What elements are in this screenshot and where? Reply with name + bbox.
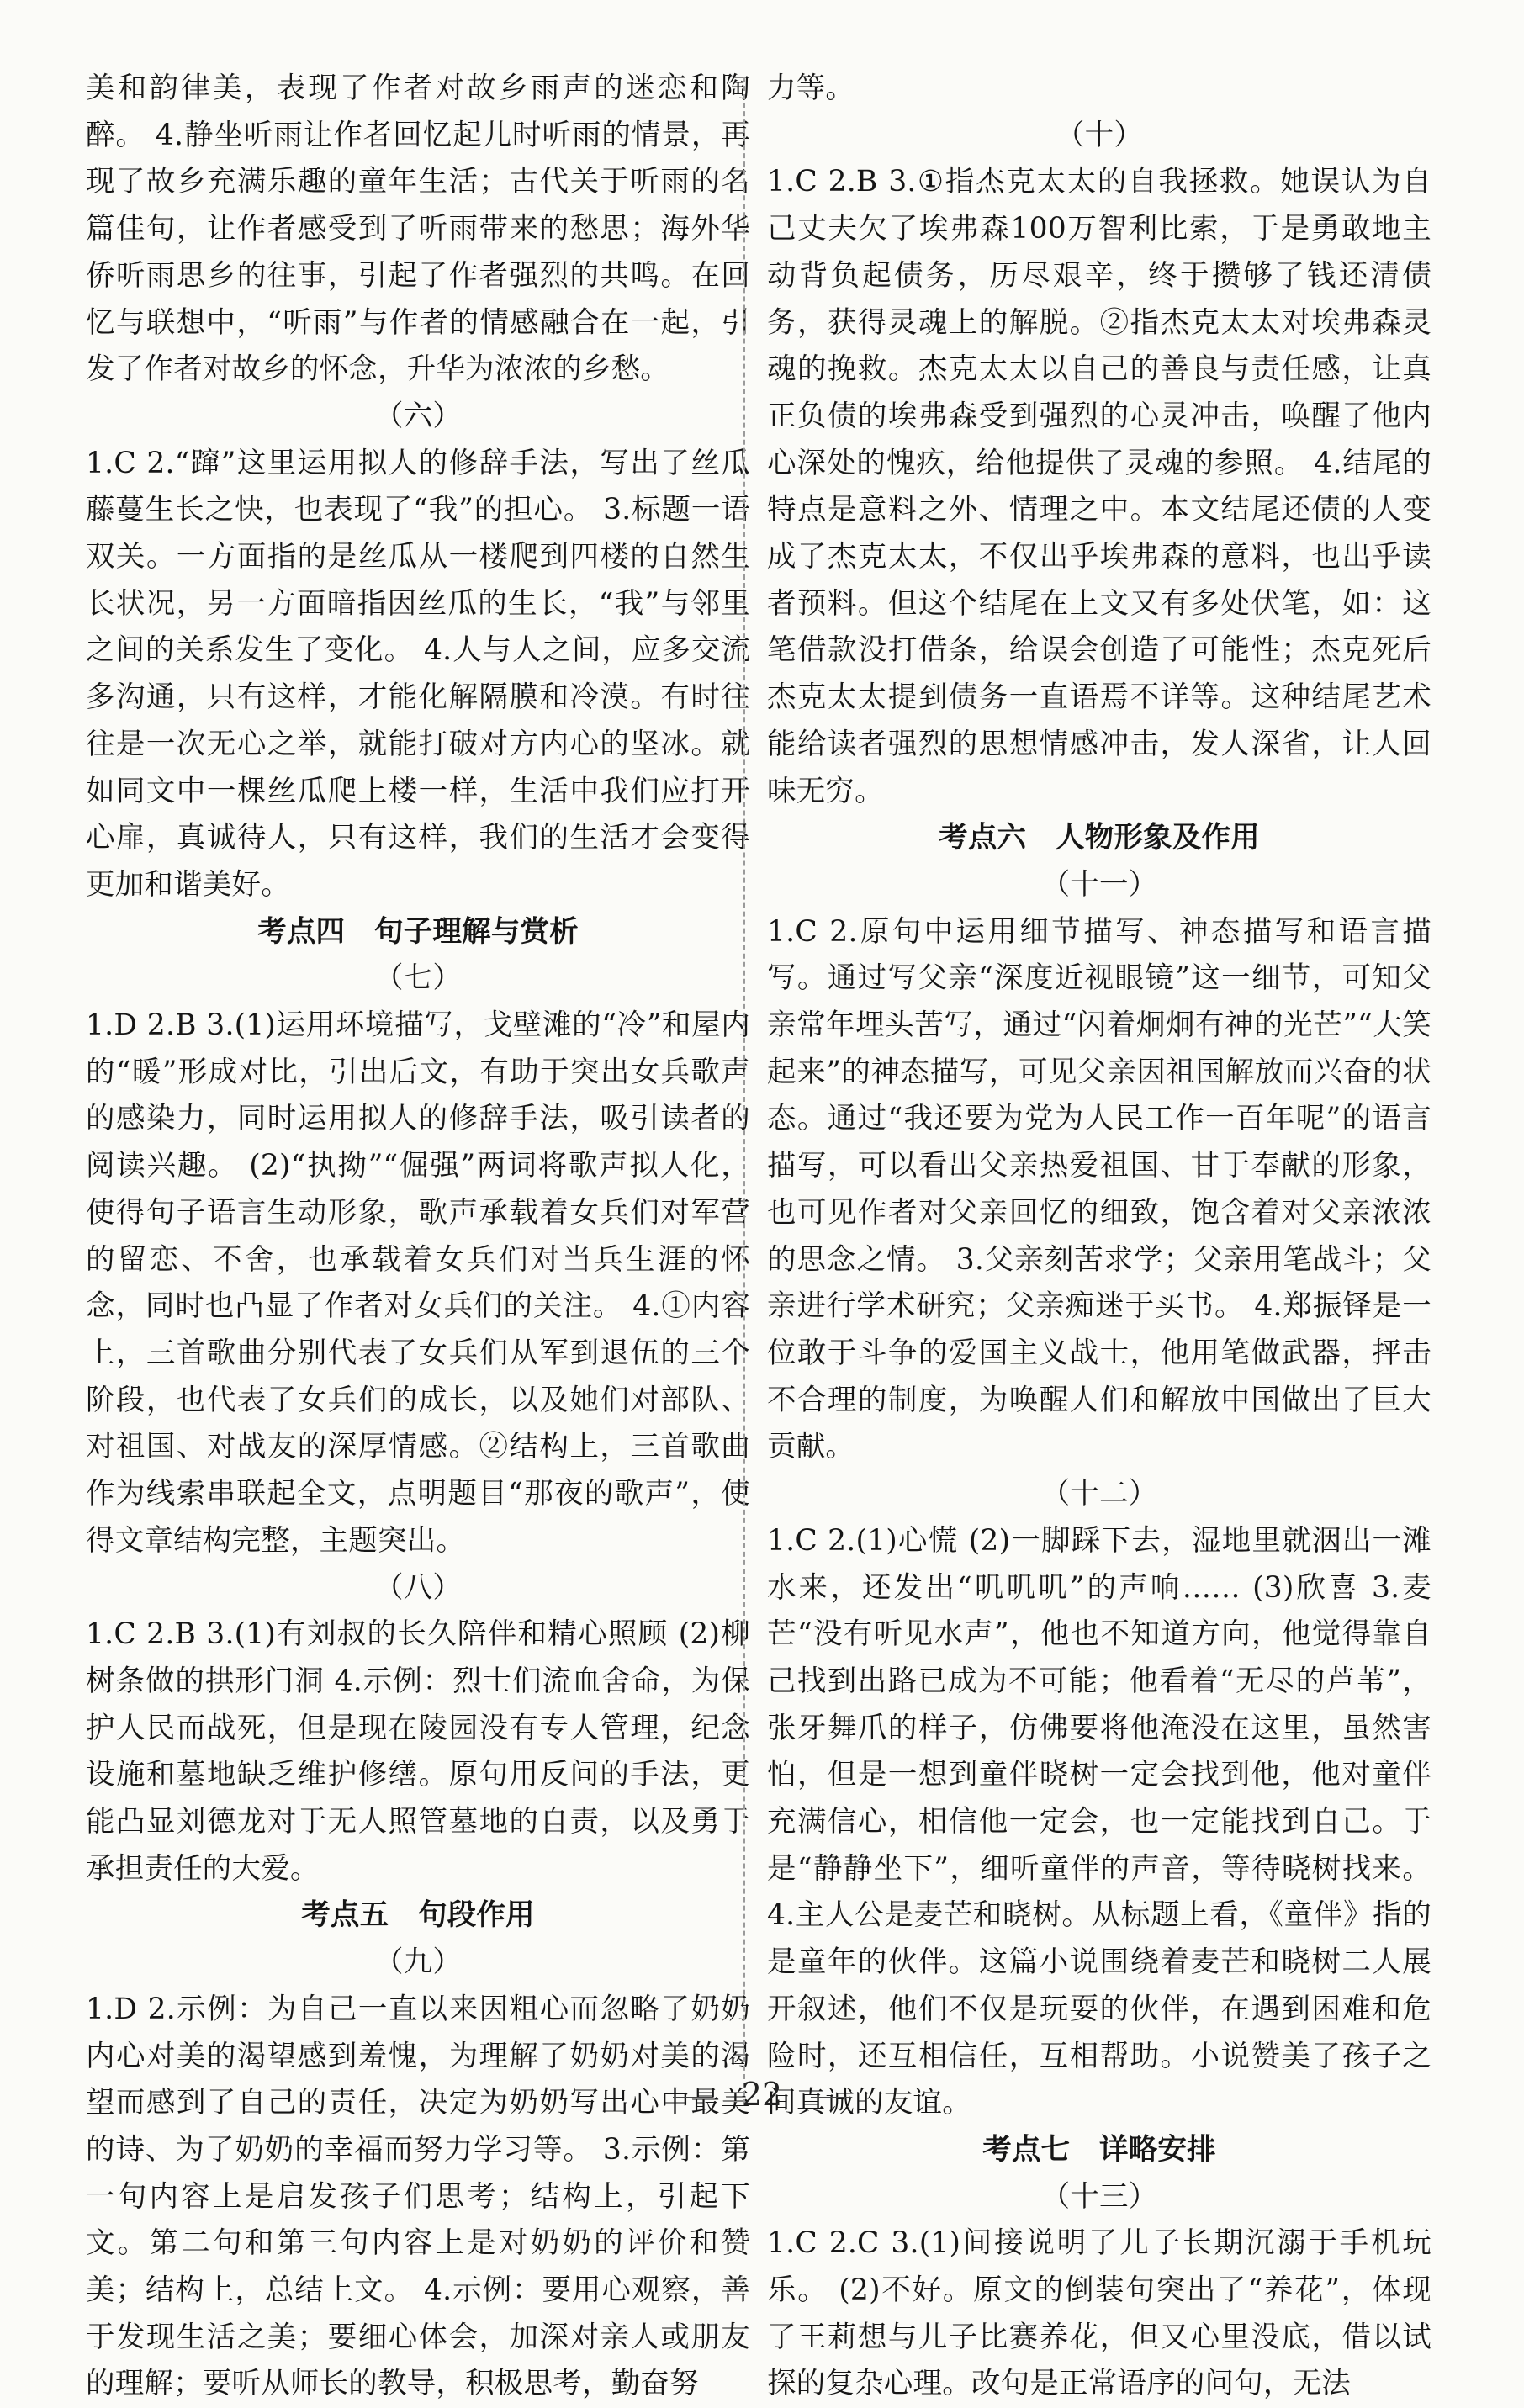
right-column [767, 66, 1431, 2408]
answer-paragraph: 美和韵律美，表现了作者对故乡雨声的迷恋和陶醉。 4.静坐听雨让作者回忆起儿时听雨的情景，再现了故乡充满乐趣的童年生活；古代关于听雨的名篇佳句，让作者感受到了听雨带来的愁思；海外华侨听雨思乡的往事，引起了作者强烈的共鸣。在回忆与联想中，“听雨”与作者的情感融合在一起，引发了作者对故乡的怀念，升华为浓浓的乡愁。 [86, 71, 750, 387]
page-footer [0, 2076, 1524, 2113]
section-heading: 考点五 句段作用 [301, 1898, 535, 1933]
footer-dash-left [673, 2097, 713, 2098]
answer-paragraph: 1.C 2.C 3.(1)间接说明了儿子长期沉溺于手机玩乐。 (2)不好。原文的倒装句突出了“养花”，体现了王莉想与儿子比赛养花，但又心里没底，借以试探的复杂心理。改句是正常语序的问句，无法 [767, 2226, 1431, 2401]
section-heading: 考点四 句子理解与赏析 [257, 914, 579, 949]
answer-paragraph: 1.C 2.(1)心慌 (2)一脚踩下去，湿地里就洇出一滩水来，还发出“叽叽叽”的声响…… (3)欣喜 3.麦芒“没有听见水声”，他也不知道方向，他觉得靠自己找到出路已成为不可能；他看着“无尽的芦苇”，张牙舞爪的样子，仿佛要将他淹没在这里，虽然害怕，但是一想到童伴晓树一定会找到他，他对童伴充满信心，相信他一定会，也一定能找到自己。于是“静静坐下”，细听童伴的声音，等待晓树找来。 4.主人公是麦芒和晓树。从标题上看，《童伴》指的是童年的伙伴。这篇小说围绕着麦芒和晓树二人展开叙述，他们不仅是玩耍的伙伴，在遇到困难和危险时，还互相信任，互相帮助。小说赞美了孩子之间真诚的友谊。 [767, 1523, 1431, 2120]
answer-paragraph: 1.C 2.“蹿”这里运用拟人的修辞手法，写出了丝瓜藤蔓生长之快，也表现了“我”的担心。 3.标题一语双关。一方面指的是丝瓜从一楼爬到四楼的自然生长状况，另一方面暗指因丝瓜的生长，“我”与邻里之间的关系发生了变化。 4.人与人之间，应多交流多沟通，只有这样，才能化解隔膜和冷漠。有时往往是一次无心之举，就能打破对方内心的坚冰。就如同文中一棵丝瓜爬上楼一样，生活中我们应打开心扉，真诚待人，只有这样，我们的生活才会变得更加和谐美好。 [86, 446, 750, 902]
question-group-heading: （六） [373, 399, 463, 433]
left-column [86, 66, 750, 2408]
page-number: 22 [741, 2076, 783, 2113]
question-group-heading: （十） [1055, 118, 1144, 152]
question-group-heading: （八） [373, 1570, 463, 1605]
answer-paragraph: 1.D 2.示例：为自己一直以来因粗心而忽略了奶奶内心对美的渴望感到羞愧，为理解了奶奶对美的渴望而感到了自己的责任，决定为奶奶写出心中最美的诗、为了奶奶的幸福而努力学习等。 3.示例：第一句内容上是启发孩子们思考；结构上，引起下文。第二句和第三句内容上是对奶奶的评价和赞美；结构上，总结上文。 4.示例：要用心观察，善于发现生活之美；要细心体会，加深对亲人或朋友的理解；要听从师长的教导，积极思考，勤奋努 [86, 1992, 750, 2401]
question-group-heading: （九） [373, 1945, 463, 1980]
section-heading: 考点六 人物形象及作用 [939, 821, 1260, 855]
section-heading: 考点七 详略安排 [982, 2132, 1216, 2167]
footer-dash-right [811, 2097, 851, 2098]
question-group-heading: （十二） [1040, 1477, 1158, 1511]
answer-paragraph: 1.C 2.B 3.①指杰克太太的自我拯救。她误认为自己丈夫欠了埃弗森100万智利比索，于是勇敢地主动背负起债务，历尽艰辛，终于攒够了钱还清债务，获得灵魂上的解脱。②指杰克太太对埃弗森灵魂的挽救。杰克太太以自己的善良与责任感，让真正负债的埃弗森受到强烈的心灵冲击，唤醒了他内心深处的愧疚，给他提供了灵魂的参照。 4.结尾的特点是意料之外、情理之中。本文结尾还债的人变成了杰克太太，不仅出乎埃弗森的意料，也出乎读者预料。但这个结尾在上文又有多处伏笔，如：这笔借款没打借条，给误会创造了可能性；杰克死后杰克太太提到债务一直语焉不详等。这种结尾艺术能给读者强烈的思想情感冲击，发人深省，让人回味无穷。 [767, 165, 1431, 808]
answer-paragraph: 1.C 2.原句中运用细节描写、神态描写和语言描写。通过写父亲“深度近视眼镜”这一细节，可知父亲常年埋头苦写，通过“闪着炯炯有神的光芒”“大笑起来”的神态描写，可见父亲因祖国解放而兴奋的状态。通过“我还要为党为人民工作一百年呢”的语言描写，可以看出父亲热爱祖国、甘于奉献的形象，也可见作者对父亲回忆的细致，饱含着对父亲浓浓的思念之情。 3.父亲刻苦求学；父亲用笔战斗；父亲进行学术研究；父亲痴迷于买书。 4.郑振铎是一位敢于斗争的爱国主义战士，他用笔做武器，抨击不合理的制度，为唤醒人们和解放中国做出了巨大贡献。 [767, 914, 1431, 1464]
column-divider [743, 77, 745, 2104]
question-group-heading: （七） [373, 961, 463, 996]
question-group-heading: （十一） [1040, 867, 1158, 902]
answer-paragraph: 1.D 2.B 3.(1)运用环境描写，戈壁滩的“冷”和屋内的“暖”形成对比，引出后文，有助于突出女兵歌声的感染力，同时运用拟人的修辞手法，吸引读者的阅读兴趣。 (2)“执拗”“倔强”两词将歌声拟人化，使得句子语言生动形象，歌声承载着女兵们对军营的留恋、不舍，也承载着女兵们对当兵生涯的怀念，同时也凸显了作者对女兵们的关注。 4.①内容上，三首歌曲分别代表了女兵们从军到退伍的三个阶段，也代表了女兵们的成长，以及她们对部队、对祖国、对战友的深厚情感。②结构上，三首歌曲作为线索串联起全文，点明题目“那夜的歌声”，使得文章结构完整，主题突出。 [86, 1008, 750, 1558]
question-group-heading: （十三） [1040, 2179, 1158, 2214]
answer-paragraph: 1.C 2.B 3.(1)有刘叔的长久陪伴和精心照顾 (2)柳树条做的拱形门洞 4.示例：烈士们流血舍命，为保护人民而战死，但是现在陵园没有专人管理，纪念设施和墓地缺乏维护修缮。原句用反问的手法，更能凸显刘德龙对于无人照管墓地的自责，以及勇于承担责任的大爱。 [86, 1617, 750, 1886]
answer-paragraph: 力等。 [767, 71, 855, 105]
